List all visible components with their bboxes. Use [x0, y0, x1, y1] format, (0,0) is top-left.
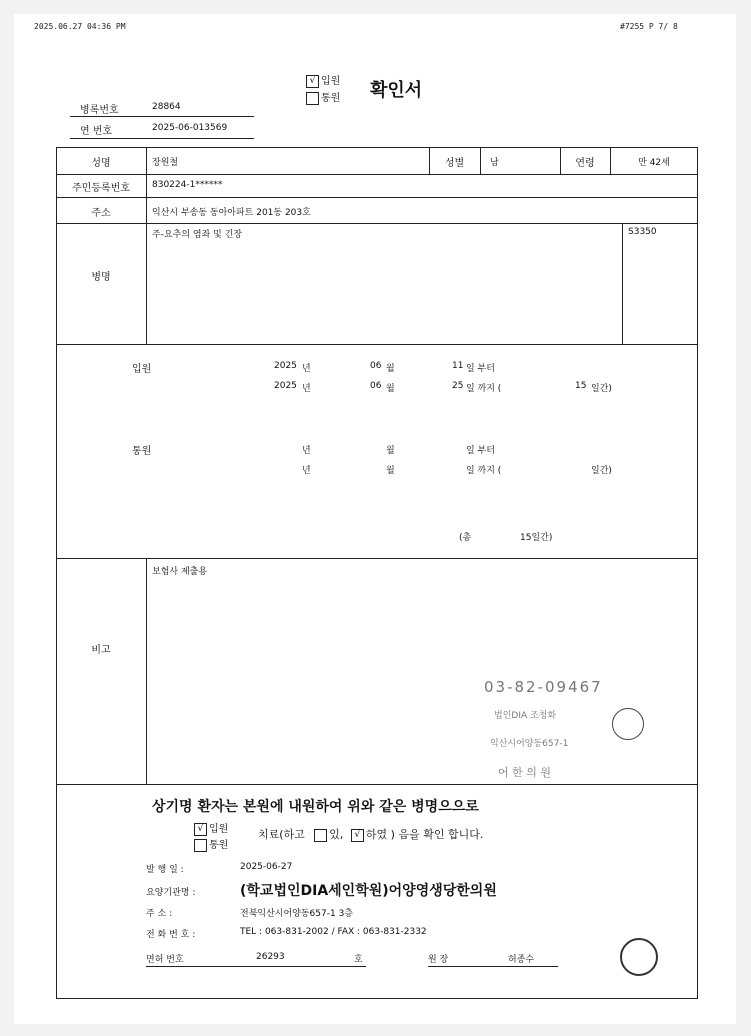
checkbox-inpatient: √ — [306, 75, 319, 88]
title-option-inpatient: √ 입원 — [306, 72, 340, 88]
phone-label: 전 화 번 호 : — [146, 930, 196, 940]
patient-age: 만 42세 — [638, 158, 670, 168]
director-seal — [620, 938, 658, 976]
license-label: 면허 번호 — [146, 955, 184, 965]
institution-name: (학교법인DIA세인학원)어양영생당한의원 — [240, 883, 497, 899]
record-number: 28864 — [152, 102, 181, 112]
address-label: 주소 — [91, 208, 111, 219]
institution-address: 전북익산시어양동657-1 3층 — [240, 909, 353, 919]
patient-name: 장원철 — [152, 158, 179, 168]
document-title: 확인서 — [370, 80, 423, 101]
record-number-label: 병록번호 — [80, 105, 119, 116]
license-unit: 호 — [354, 955, 363, 965]
checkbox-statement-outpatient — [194, 839, 207, 852]
stamp-seal — [612, 708, 644, 740]
checkbox-statement-inpatient: √ — [194, 823, 207, 836]
issue-date: 2025-06-27 — [240, 862, 293, 872]
total-days: 15일간) — [520, 533, 553, 543]
patient-rrn: 830224-1****** — [152, 180, 223, 190]
fax-page-number: #7255 P 7/ 8 — [620, 22, 678, 31]
document-page: 2025.06.27 04:36 PM #7255 P 7/ 8 √ 입원 통원 확인서 병록번호 28864 연 번호 2025-06-013569 성명 장원철 성별 남 연령 만 42세 주민등록번호 830224-1****** 주소 익산시 부송동 동아아파트 201동 203호 병명 주-요추의 염좌 및 긴장 S3350 입원 2025 년 06 월 11 일 부터 2025 년 06 월 25 일 까지 ( 15 일간) 통원 년 월 일 부터 년 월 일 까지 ( 일간) (총 15일간) 비고 보험사 제출용 03-82-09467 법인DIA 조청화 익산시어양동657-1 어 한 의 원 상기명 환자는 본원에 내원하여 위와 같은 병명으으로 √ 입원 통원 치료(하고 있, √ 하였 ) 음을 확인 합니다. 발 행 일 : 2025-06-27 요양기관명 : (학교법인DIA세인학원)어양영생당한의원 주 소 : 전북익산시어양동657-1 3층 전 화 번 호 : TEL : 063-831-2002 / FAX : 063-831-2332 면허 번호 26293 호 원 장 허종수 — [14, 14, 736, 1024]
rrn-label: 주민등록번호 — [72, 183, 130, 194]
fax-timestamp: 2025.06.27 04:36 PM — [34, 22, 126, 31]
patient-address: 익산시 부송동 동아아파트 201동 203호 — [152, 208, 311, 218]
diagnosis-code: S3350 — [628, 227, 657, 237]
stamp-line2: 익산시어양동657-1 — [490, 739, 569, 749]
patient-sex: 남 — [490, 158, 499, 168]
diagnosis-text: 주-요추의 염좌 및 긴장 — [152, 230, 243, 240]
stamp-line1: 법인DIA 조청화 — [494, 711, 557, 721]
checkbox-outpatient — [306, 92, 319, 105]
checkbox-ongoing — [314, 829, 327, 842]
stamp-phone: 03-82-09467 — [484, 678, 603, 696]
statement-treatment: 치료(하고 있, √ 하였 ) 음을 확인 합니다. — [258, 828, 484, 841]
diagnosis-label: 병명 — [91, 272, 111, 283]
statement-option-out: 통원 — [194, 836, 228, 852]
total-open: (총 — [459, 533, 472, 543]
inpatient-label: 입원 — [132, 364, 152, 375]
title-option-outpatient: 통원 — [306, 89, 340, 105]
sex-label: 성별 — [444, 158, 465, 169]
age-label: 연령 — [575, 158, 595, 169]
outpatient-label: 통원 — [132, 446, 152, 457]
issue-date-label: 발 행 일 : — [146, 865, 184, 875]
director-label: 원 장 — [428, 955, 449, 965]
license-number: 26293 — [256, 952, 285, 962]
director-name: 허종수 — [508, 955, 535, 965]
checkbox-completed: √ — [351, 829, 364, 842]
institution-address-label: 주 소 : — [146, 909, 173, 919]
stamp-line3: 어 한 의 원 — [498, 766, 551, 779]
statement-line1: 상기명 환자는 본원에 내원하여 위와 같은 병명으으로 — [152, 799, 479, 815]
phone-fax: TEL : 063-831-2002 / FAX : 063-831-2332 — [240, 927, 427, 937]
institution-label: 요양기관명 : — [146, 888, 196, 898]
name-label: 성명 — [91, 158, 111, 169]
statement-option-in: √ 입원 — [194, 820, 228, 836]
serial-number-label: 연 번호 — [80, 126, 113, 137]
remarks-label: 비고 — [91, 645, 111, 656]
remarks-text: 보험사 제출용 — [152, 567, 208, 577]
serial-number: 2025-06-013569 — [152, 123, 228, 133]
clinic-stamp — [484, 678, 659, 788]
